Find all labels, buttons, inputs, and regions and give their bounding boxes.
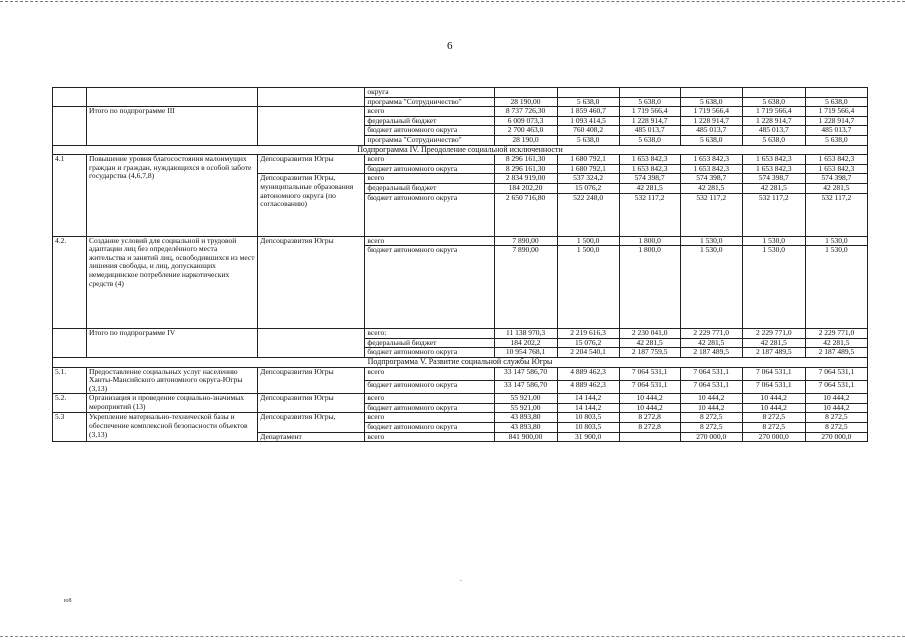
subprogram-heading: Подпрограмма V. Развитие социальной службы Югры [53, 357, 868, 367]
table-row: федеральный бюджет 6 009 073,3 1 093 414,5 1 228 914,7 1 228 914,7 1 228 914,7 1 228 914,7 [53, 116, 868, 126]
measure-name: Предоставление социальных услуг населению Ханты-Мансийского автономного округа-Югры (3,13) [87, 367, 258, 394]
table-row: федеральный бюджет 184 202,2 15 076,2 42 281,5 42 281,5 42 281,5 42 281,5 [53, 338, 868, 348]
row-number: 4.1 [53, 155, 87, 236]
source-cell: программа "Сотрудничество" [365, 97, 494, 107]
row-number: 5.3 [53, 413, 87, 442]
executor: Депсоцразвития Югры [258, 394, 365, 413]
row-number: 4.2. [53, 236, 87, 329]
table-row: федеральный бюджет 184 202,20 15 076,2 42 281,5 42 281,5 42 281,5 42 281,5 [53, 183, 868, 193]
table-row: бюджет автономного округа 10 954 768,1 2 204 540,1 2 187 759,5 2 187 489,5 2 187 489,5 2 187 489,5 [53, 348, 868, 358]
scan-bottom-edge [0, 636, 905, 637]
table-row: бюджет автономного округа 55 921,00 14 144,2 10 444,2 10 444,2 10 444,2 10 444,2 [53, 403, 868, 413]
table-row: программа "Сотрудничество" 28 190,0 5 638,0 5 638,0 5 638,0 5 638,0 5 638,0 [53, 135, 868, 145]
table-row: Итого по подпрограмме IV всего: 11 138 970,3 2 219 616,3 2 230 041,0 2 229 771,0 2 229 771,0 2 229 771,0 [53, 329, 868, 339]
total-label: Итого по подпрограмме III [87, 107, 258, 145]
measure-name: Создание условий для социальной и трудовой адаптации лиц без определённого места жительства и занятий лиц, освободившихся из мест лишения свободы, и лиц, допускающих немедицинское потребление наркотических средств (4) [87, 236, 258, 329]
executor: Депсоцразвития Югры, муниципальные образования автономного округа (по согласованию) [258, 174, 365, 236]
measure-name: Укрепление материально-технической базы и обеспечение комплексной безопасности объектов (3,13) [87, 413, 258, 442]
executor: Депсоцразвития Югры [258, 155, 365, 174]
table-row: Депсоцразвития Югры, муниципальные образования автономного округа (по согласованию) всего 2 834 919,00 537 324,2 574 398,7 574 398,7 574 398,7 574 398,7 [53, 174, 868, 184]
table-row: 5.3 Укрепление материально-технической базы и обеспечение комплексной безопасности объектов (3,13) Депсоцразвития Югры, всего 43 893,80 10 803,5 8 272,8 8 272,5 8 272,5 8 272,5 [53, 413, 868, 423]
table-row: бюджет автономного округа 33 147 586,70 4 889 462,3 7 064 531,1 7 064 531,1 7 064 531,1 7 064 531,1 [53, 380, 868, 393]
row-number: 5.1. [53, 367, 87, 394]
budget-table [52, 87, 868, 442]
table-row: бюджет автономного округа 8 296 161,30 1 680 792,1 1 653 842,3 1 653 842,3 1 653 842,3 1 653 842,3 [53, 164, 868, 174]
table-row: программа "Сотрудничество" 28 190,00 5 638,0 5 638,0 5 638,0 5 638,0 5 638,0 [53, 97, 868, 107]
table-row: бюджет автономного округа 2 650 716,80 522 248,0 532 117,2 532 117,2 532 117,2 532 117,2 [53, 193, 868, 236]
table-row: 4.1 Повышение уровня благосостояния малоимущих граждан и граждан, нуждающихся в особой заботе государства (4,6,7,8) Депсоцразвития Югры всего 8 296 161,30 1 680 792,1 1 653 842,3 1 653 842,3 1 653 842,3 1 653 842,3 [53, 155, 868, 165]
executor: Депсоцразвития Югры [258, 236, 365, 329]
page-number: 6 [447, 40, 453, 52]
table-row [53, 357, 868, 367]
executor: Депсоцразвития Югры [258, 367, 365, 394]
subprogram-heading: Подпрограмма IV. Преодоление социальной исключенности [53, 145, 868, 155]
table-row: бюджет автономного округа 7 890,00 1 500,0 1 800,0 1 530,0 1 530,0 1 530,0 [53, 246, 868, 329]
executor: Департамент [258, 432, 365, 442]
measure-name: Повышение уровня благосостояния малоимущих граждан и граждан, нуждающихся в особой заботе государства (4,6,7,8) [87, 155, 258, 236]
table-row: 5.1. Предоставление социальных услуг населению Ханты-Мансийского автономного округа-Югры (3,13) Депсоцразвития Югры всего 33 147 586,70 4 889 462,3 7 064 531,1 7 064 531,1 7 064 531,1 7 064 531,1 [53, 367, 868, 380]
table-row: 4.2. Создание условий для социальной и трудовой адаптации лиц без определённого места жительства и занятий лиц, освободившихся из мест лишения свободы, и лиц, допускающих немедицинское потребление наркотических средств (4) Депсоцразвития Югры всего 7 890,00 1 500,0 1 800,0 1 530,0 1 530,0 1 530,0 [53, 236, 868, 246]
table-row [53, 88, 868, 98]
row-number: 5.2. [53, 394, 87, 413]
table-row: Департамент всего 841 900,00 31 900,0 270 000,0 270 000,0 270 000,0 [53, 432, 868, 442]
scan-top-edge [0, 1, 905, 2]
scan-dot-mark: . [460, 574, 462, 583]
table-row [53, 145, 868, 155]
table-row: 5.2. Организация и проведение социально-значимых мероприятий (13) Депсоцразвития Югры всего 55 921,00 14 144,2 10 444,2 10 444,2 10 444,2 10 444,2 [53, 394, 868, 404]
table-row: бюджет автономного округа 2 700 463,0 760 408,2 485 013,7 485 013,7 485 013,7 485 013,7 [53, 126, 868, 136]
executor: Депсоцразвития Югры, [258, 413, 365, 432]
source-cell: округа [365, 88, 494, 98]
scan-corner-mark: ю8 [64, 598, 72, 604]
total-label: Итого по подпрограмме IV [87, 329, 258, 358]
table-row: бюджет автономного округа 43 893,80 10 803,5 8 272,8 8 272,5 8 272,5 8 272,5 [53, 423, 868, 433]
table-row: Итого по подпрограмме III всего 8 737 726,30 1 859 460,7 1 719 566,4 1 719 566,4 1 719 566,4 1 719 566,4 [53, 107, 868, 117]
measure-name: Организация и проведение социально-значимых мероприятий (13) [87, 394, 258, 413]
